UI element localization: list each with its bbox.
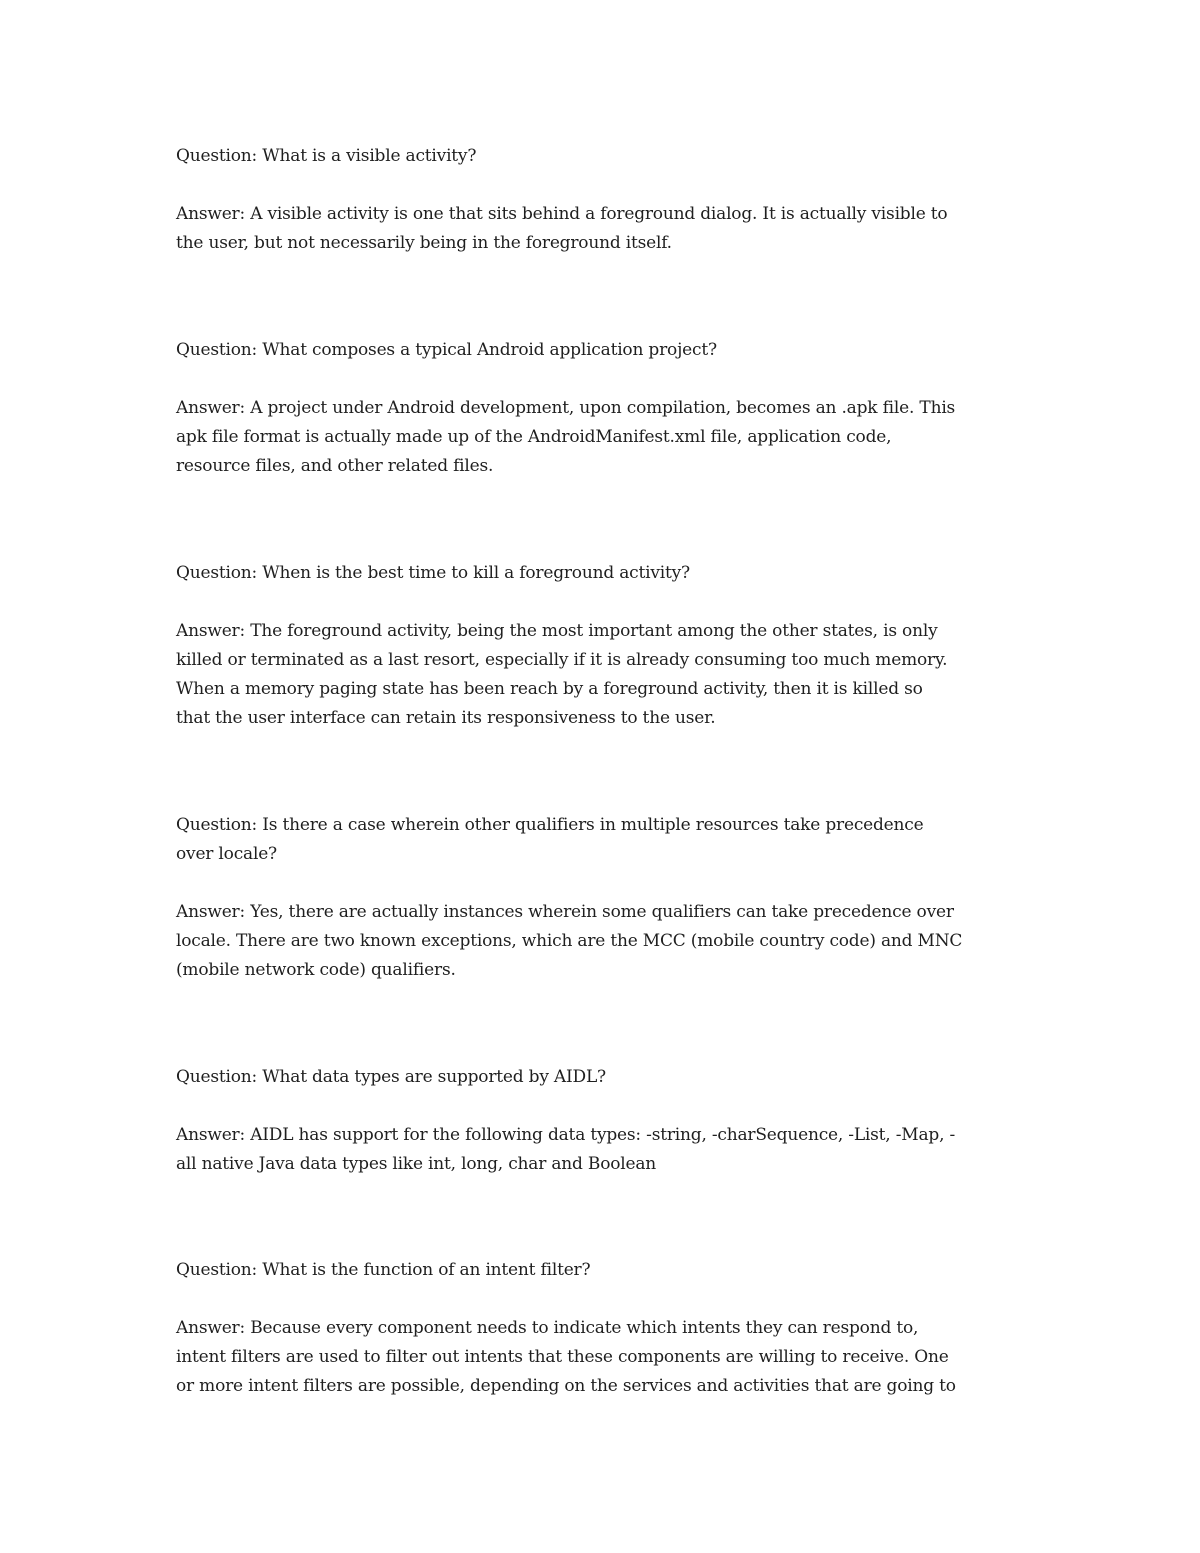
question-2-line-1: Question: What composes a typical Android application project? [176,340,717,360]
answer-6-line-3: or more intent filters are possible, depending on the services and activities that are going to [176,1376,956,1396]
answer-6-line-2: intent filters are used to filter out intents that these components are willing to receive. One [176,1347,949,1367]
answer-5-line-1: Answer: AIDL has support for the following data types: -string, -charSequence, -List, -Map, - [176,1125,956,1145]
answer-2-line-2: apk file format is actually made up of the AndroidManifest.xml file, application code, [176,427,892,447]
answer-3-line-1: Answer: The foreground activity, being the most important among the other states, is only [176,621,938,641]
answer-3-line-2: killed or terminated as a last resort, especially if it is already consuming too much memory. [176,650,948,670]
answer-5-line-2: all native Java data types like int, long, char and Boolean [176,1154,657,1174]
answer-2-line-1: Answer: A project under Android development, upon compilation, becomes an .apk file. This [176,398,956,418]
answer-4-line-3: (mobile network code) qualifiers. [176,960,456,980]
question-6-line-1: Question: What is the function of an intent filter? [176,1260,591,1280]
answer-3-line-4: that the user interface can retain its responsiveness to the user. [176,708,716,728]
answer-3-line-3: When a memory paging state has been reach by a foreground activity, then it is killed so [176,679,923,699]
question-3-line-1: Question: When is the best time to kill a foreground activity? [176,563,690,583]
answer-4-line-1: Answer: Yes, there are actually instances wherein some qualifiers can take precedence over [176,902,954,922]
question-4-line-2: over locale? [176,844,277,864]
answer-4-line-2: locale. There are two known exceptions, which are the MCC (mobile country code) and MNC [176,931,963,951]
question-5-line-1: Question: What data types are supported by AIDL? [176,1067,606,1087]
question-1-line-1: Question: What is a visible activity? [176,146,477,166]
answer-1-line-2: the user, but not necessarily being in the foreground itself. [176,233,672,253]
answer-6-line-1: Answer: Because every component needs to indicate which intents they can respond to, [176,1318,919,1338]
answer-2-line-3: resource files, and other related files. [176,456,494,476]
question-4-line-1: Question: Is there a case wherein other qualifiers in multiple resources take precedence [176,815,924,835]
answer-1-line-1: Answer: A visible activity is one that sits behind a foreground dialog. It is actually visible to [176,204,948,224]
